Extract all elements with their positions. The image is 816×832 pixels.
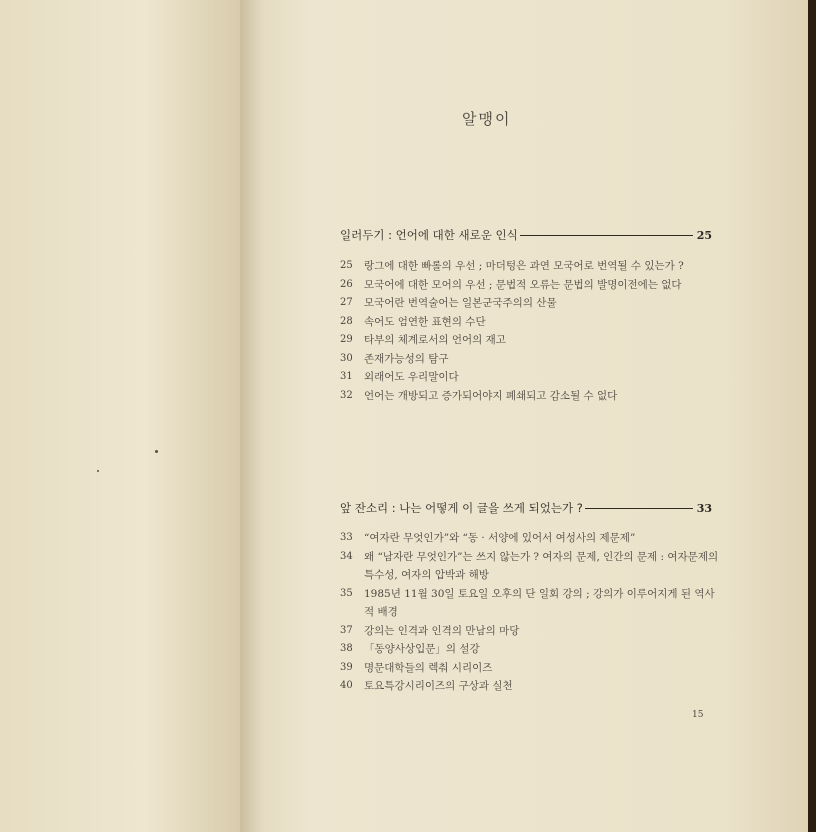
entry-page: 33: [340, 532, 353, 543]
paper-speck: [97, 470, 99, 472]
section-2-entries: [340, 529, 722, 696]
section-1-entries: [340, 257, 722, 405]
entry-page: 26: [340, 278, 353, 290]
entry-page: 29: [340, 334, 353, 345]
section-title: 앞 잔소리 : 나는 어떻게 이 글을 쓰게 되었는가 ?: [340, 501, 583, 515]
section-title: 일러두기 : 언어에 대한 새로운 인식: [340, 228, 518, 242]
left-page: [0, 0, 240, 832]
entry-text: 외래어도 우리말이다: [364, 371, 459, 383]
entry-text: 속어도 엄연한 표현의 수단: [364, 315, 486, 328]
entry-page: 37: [340, 624, 353, 636]
entry-text: 명문대학들의 렉춰 시리이즈: [364, 661, 493, 674]
toc-entry: [340, 350, 722, 369]
page-title: 알맹이: [462, 110, 512, 128]
toc-entry: [340, 529, 722, 548]
entry-text: “여자란 무엇인가”와 “동 · 서양에 있어서 여성사의 제문제”: [364, 532, 636, 544]
toc-entry: [340, 640, 722, 659]
toc-entry: [340, 677, 722, 696]
entry-text: 「동양사상입문」의 설강: [364, 643, 480, 655]
toc-entry: [340, 257, 722, 276]
entry-text: 타부의 체계로서의 언어의 재고: [364, 334, 506, 346]
entry-page: 31: [340, 371, 353, 382]
entry-page: 35: [340, 587, 353, 599]
leader-rule: [585, 508, 693, 509]
section-page-number: 25: [696, 228, 712, 242]
entry-page: 28: [340, 315, 353, 327]
entry-page: 40: [340, 680, 353, 691]
entry-page: 30: [340, 352, 353, 364]
page-number: 15: [692, 710, 704, 720]
entry-text: 랑그에 대한 빠롤의 우선 ; 마더텅은 과연 모국어로 번역될 수 있는가 ?: [364, 260, 684, 272]
section-header-1: [340, 227, 712, 243]
paper-speck: [155, 450, 158, 453]
entry-text: 모국어란 번역술어는 일본군국주의의 산물: [364, 297, 557, 309]
entry-page: 32: [340, 389, 353, 401]
entry-text: 1985년 11월 30일 토요일 오후의 단 일회 강의 ; 강의가 이루어지게 된 역사적 배경: [364, 587, 715, 618]
toc-entry: [340, 659, 722, 678]
entry-page: 25: [340, 260, 353, 271]
toc-entry: [340, 313, 722, 332]
section-page-number: 33: [696, 501, 712, 515]
entry-page: 27: [340, 297, 353, 308]
toc-entry: [340, 622, 722, 641]
entry-text: 모국어에 대한 모어의 우선 ; 문법적 오류는 문법의 발명이전에는 없다: [364, 278, 682, 291]
toc-entry: [340, 387, 722, 406]
toc-entry: [340, 331, 722, 350]
entry-text: 강의는 인격과 인격의 만남의 마당: [364, 624, 520, 637]
book-edge: [808, 0, 816, 832]
entry-text: 왜 “남자란 무엇인가”는 쓰지 않는가 ? 여자의 문제, 인간의 문제 : 여자문제의 특수성, 여자의 압박과 해방: [364, 550, 719, 581]
toc-entry: [340, 585, 722, 622]
toc-entry: [340, 294, 722, 313]
entry-text: 토요특강시리이즈의 구상과 실천: [364, 680, 513, 692]
toc-entry: [340, 276, 722, 295]
entry-page: 39: [340, 661, 353, 673]
right-page: [240, 0, 808, 832]
toc-entry: [340, 368, 722, 387]
entry-text: 언어는 개방되고 증가되어야지 폐쇄되고 감소될 수 없다: [364, 389, 618, 402]
entry-page: 34: [340, 550, 353, 562]
entry-text: 존재가능성의 탐구: [364, 352, 449, 365]
section-header-2: [340, 500, 712, 516]
entry-page: 38: [340, 643, 353, 654]
leader-rule: [520, 235, 693, 236]
toc-entry: [340, 548, 722, 585]
